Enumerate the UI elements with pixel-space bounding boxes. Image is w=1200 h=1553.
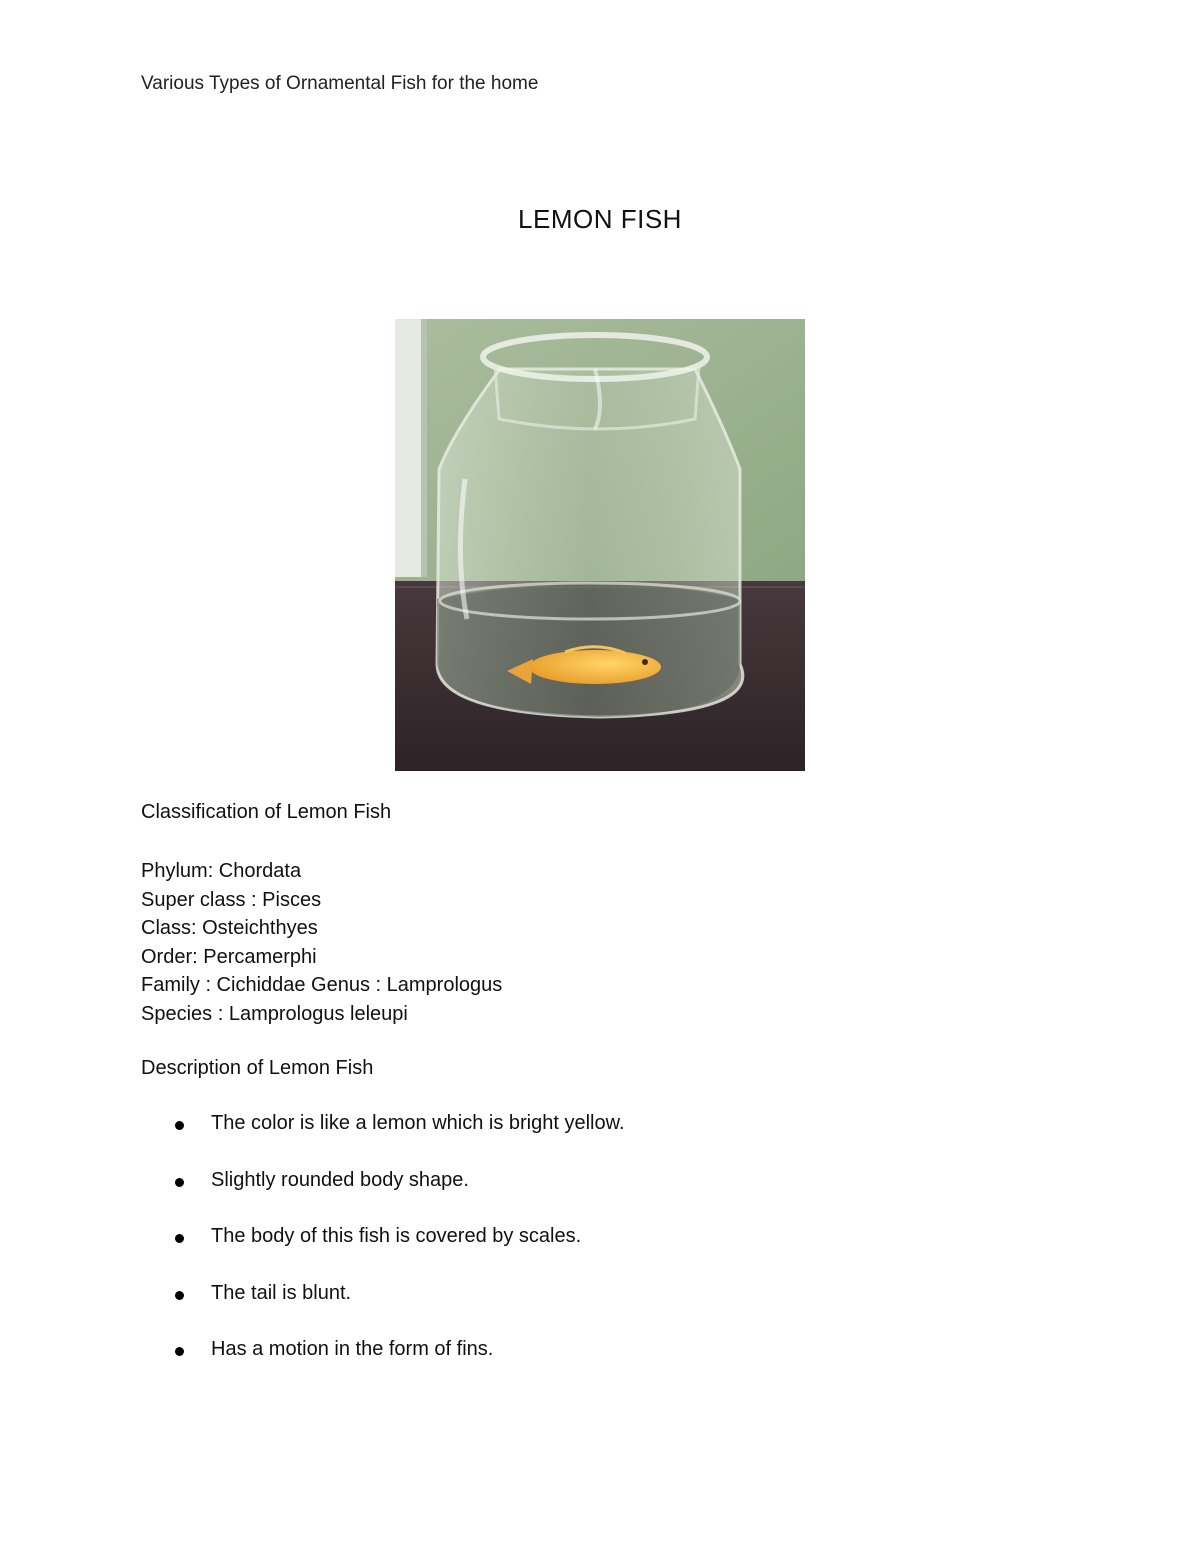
classification-family-genus: Family : Cichiddae Genus : Lamprologus: [141, 974, 503, 997]
list-item: [141, 1338, 625, 1395]
classification-superclass: Super class : Pisces: [141, 888, 322, 911]
classification-heading: Classification of Lemon Fish: [141, 801, 392, 823]
document-title: LEMON FISH: [518, 204, 682, 234]
bullet-text: The tail is blunt.: [211, 1281, 352, 1304]
description-list: [141, 1112, 625, 1395]
bullet-icon: [175, 1121, 184, 1130]
classification-phylum: Phylum: Chordata: [141, 860, 302, 882]
classification-list: [141, 857, 502, 1029]
list-item: [141, 1169, 625, 1226]
bullet-text: The color is like a lemon which is bright yellow.: [211, 1112, 625, 1134]
list-item: [141, 1282, 625, 1339]
bullet-text: The body of this fish is covered by scales.: [211, 1225, 582, 1247]
classification-order: Order: Percamerphi: [141, 945, 317, 968]
page-header: Various Types of Ornamental Fish for the home: [141, 73, 539, 94]
list-item: [141, 1112, 625, 1169]
bullet-text: Slightly rounded body shape.: [211, 1168, 469, 1191]
bullet-icon: [175, 1234, 184, 1243]
list-item: [141, 1225, 625, 1282]
bullet-icon: [175, 1178, 184, 1187]
classification-species: Species : Lamprologus leleupi: [141, 1002, 408, 1025]
bullet-text: Has a motion in the form of fins.: [211, 1338, 494, 1360]
classification-class: Class: Osteichthyes: [141, 917, 318, 940]
bullet-icon: [175, 1347, 184, 1356]
bullet-icon: [175, 1291, 184, 1300]
fish-photo: [395, 319, 805, 771]
door-frame: [395, 319, 425, 577]
description-heading: Description of Lemon Fish: [141, 1057, 374, 1079]
